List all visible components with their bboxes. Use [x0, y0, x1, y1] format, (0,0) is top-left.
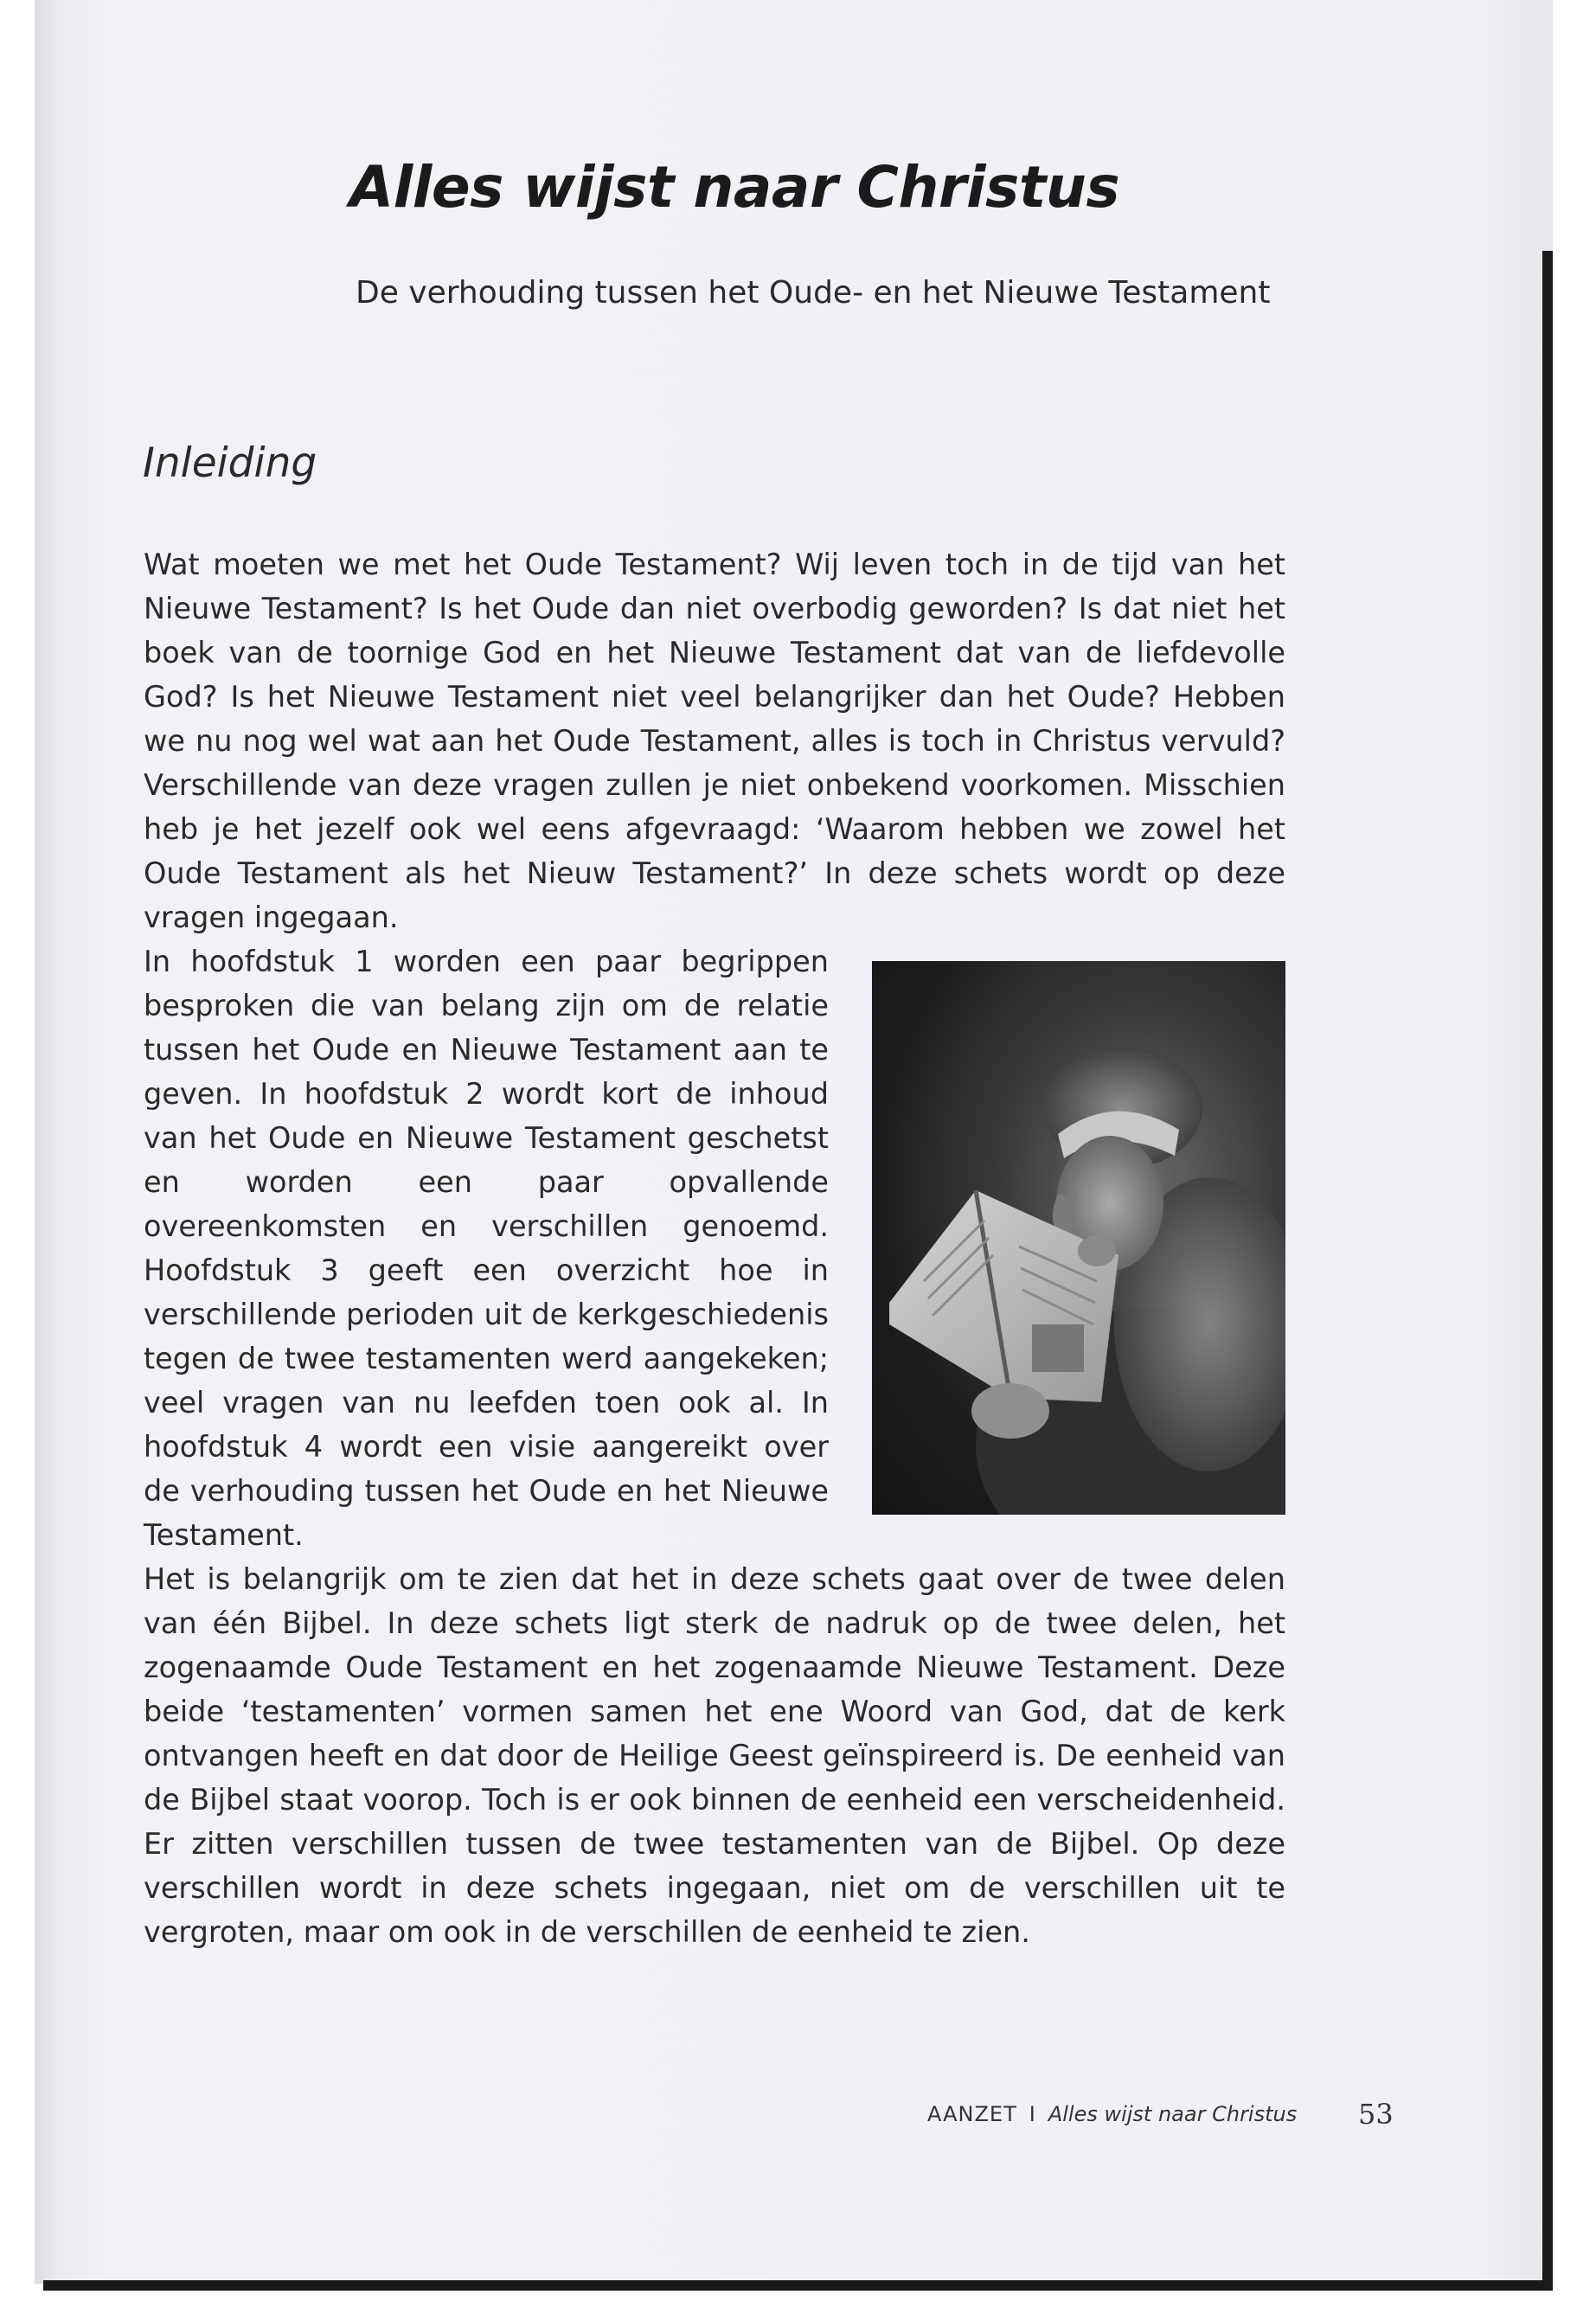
section-heading: Inleiding [143, 439, 317, 487]
paragraph-intro: Wat moeten we met het Oude Testament? Wij leven toch in de tijd van het Nieuwe Testament? Is het Oude dan niet overbodig geworden? Is dat niet het boek van de toornige God en het Nieuwe Testament dat van de liefdevolle God? Is het Nieuwe Testament niet veel belangrijker dan het Oude? Hebben we nu nog wel wat aan het Oude Testament, alles is toch in Christus vervuld? Verschillende van deze vragen zullen je niet onbekend voorkomen. Misschien heb je het jezelf ook wel eens afgevraagd: ‘Waarom hebben we zowel het Oude Testament als het Nieuw Testament?’ In deze schets wordt op deze vragen ingegaan. [144, 548, 1285, 934]
page-number: 53 [1358, 2098, 1394, 2131]
page-edge-bottom [43, 2280, 1553, 2291]
page-edge-right [1542, 251, 1553, 2284]
page-subtitle: De verhouding tussen het Oude- en het Nieuwe Testament [356, 275, 1271, 311]
footer-separator: I [1029, 2102, 1036, 2126]
paragraph-unity: Het is belangrijk om te zien dat het in deze schets gaat over de twee delen van één Bijbel. In deze schets ligt sterk de nadruk op de twee delen, het zogenaamde Oude Testament en het zogenaamde Nieuwe Testament. Deze beide ‘testamenten’ vormen samen het ene Woord van God, dat de kerk ontvangen heeft en dat door de Heilige Geest geïnspireerd is. De eenheid van de Bijbel staat voorop. Toch is er ook binnen de eenheid een verscheidenheid. Er zitten verschillen tussen de twee testamenten van de Bijbel. Op deze verschillen wordt in deze schets ingegaan, niet om de verschillen uit te vergroten, maar om ook in de verschillen de eenheid te zien. [144, 1562, 1285, 1949]
footer-series: AANZET [927, 2102, 1017, 2126]
painting-old-woman-reading-image [872, 961, 1285, 1515]
body-text [144, 542, 1285, 1954]
page-title: Alles wijst naar Christus [349, 154, 1120, 221]
painting-illustration [872, 961, 1285, 1515]
paragraph-chapters: In hoofdstuk 1 worden een paar begrippen besproken die van belang zijn om de relatie tussen het Oude en Nieuwe Testament aan te geven. In hoofdstuk 2 wordt kort de inhoud van het Oude en Nieuwe Testament geschetst en worden een paar opvallende overeenkomsten en verschillen genoemd. Hoofdstuk 3 geeft een overzicht hoe in verschillende perioden uit de kerkgeschiedenis tegen de twee testamenten werd aangekeken; veel vragen van nu leefden toen ook al. In hoofdstuk 4 wordt een visie aangereikt over de verhouding tussen het Oude en het Nieuwe Testament. [144, 945, 829, 1552]
running-footer [927, 2102, 1297, 2126]
footer-running-title: Alles wijst naar Christus [1048, 2102, 1298, 2126]
